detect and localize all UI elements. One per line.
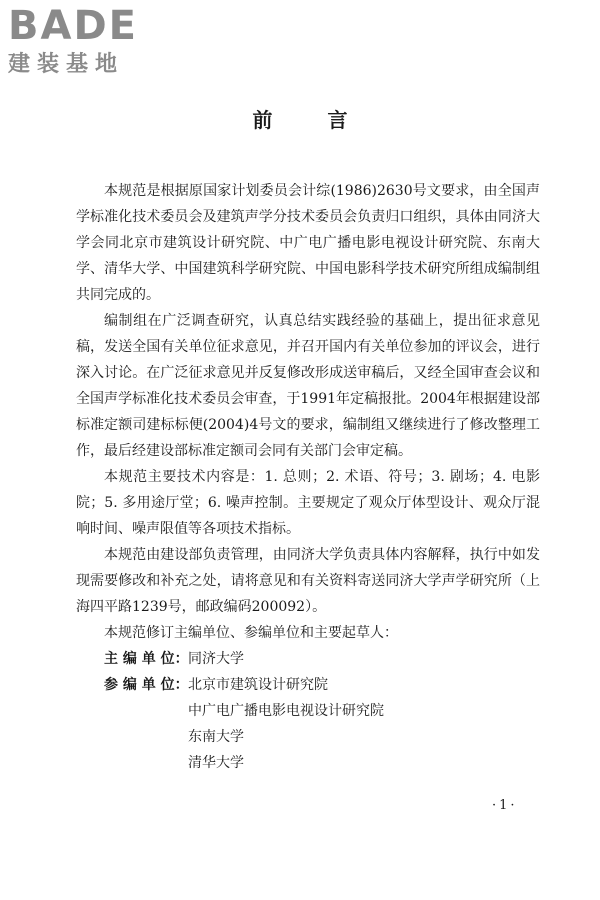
paragraph-origin: 本规范是根据原国家计划委员会计综(1986)2630号文要求，由全国声学标准化技术委员会及建筑声学分技术委员会负责归口组织，具体由同济大学会同北京市建筑设计研究院、中广电广播电影电视设计研究院、东南大学、清华大学、中国建筑科学研究院、中国电影科学技术研究所组成编制组共同完成的。 <box>76 183 540 303</box>
chief-editor-line <box>76 646 540 672</box>
bade-logo <box>8 4 138 78</box>
logo-subtitle: 建装基地 <box>8 52 125 77</box>
participant-unit: 清华大学 <box>188 755 244 771</box>
page-title: 前 言 <box>252 108 372 132</box>
chief-editor-label: 主 编 单 位： <box>104 651 189 667</box>
participant-editors-line <box>76 672 540 776</box>
paragraph-editors-intro: 本规范修订主编单位、参编单位和主要起草人： <box>104 625 398 641</box>
chief-editor-unit: 同济大学 <box>188 651 244 667</box>
paragraph-management: 本规范由建设部负责管理，由同济大学负责具体内容解释，执行中如发现需要修改和补充之处，请将意见和有关资料寄送同济大学声学研究所（上海四平路1239号，邮政编码200092）。 <box>76 547 540 615</box>
logo-wordmark: BADE <box>8 3 138 49</box>
participant-editors-label: 参 编 单 位： <box>104 677 189 693</box>
paragraph-content: 本规范主要技术内容是：1. 总则；2. 术语、符号；3. 剧场；4. 电影院；5. 多用途厅堂；6. 噪声控制。主要规定了观众厅体型设计、观众厅混响时间、噪声限值等各项技术指标。 <box>76 469 540 537</box>
participant-editors-list <box>188 672 540 776</box>
paragraph-history: 编制组在广泛调查研究，认真总结实践经验的基础上，提出征求意见稿，发送全国有关单位征求意见，并召开国内有关单位参加的评议会，进行深入讨论。在广泛征求意见并反复修改形成送审稿后，又经全国审查会议和全国声学标准化技术委员会审查，于1991年定稿报批。2004年根据建设部标准定额司建标标便(2004)4号文的要求，编制组又继续进行了修改整理工作，最后经建设部标准定额司会同有关部门会审定稿。 <box>76 313 540 459</box>
participant-unit: 北京市建筑设计研究院 <box>188 677 328 693</box>
participant-unit: 中广电广播电影电视设计研究院 <box>188 703 384 719</box>
page-number: ·1· <box>492 798 518 813</box>
preface-body <box>76 178 540 776</box>
participant-unit: 东南大学 <box>188 729 244 745</box>
